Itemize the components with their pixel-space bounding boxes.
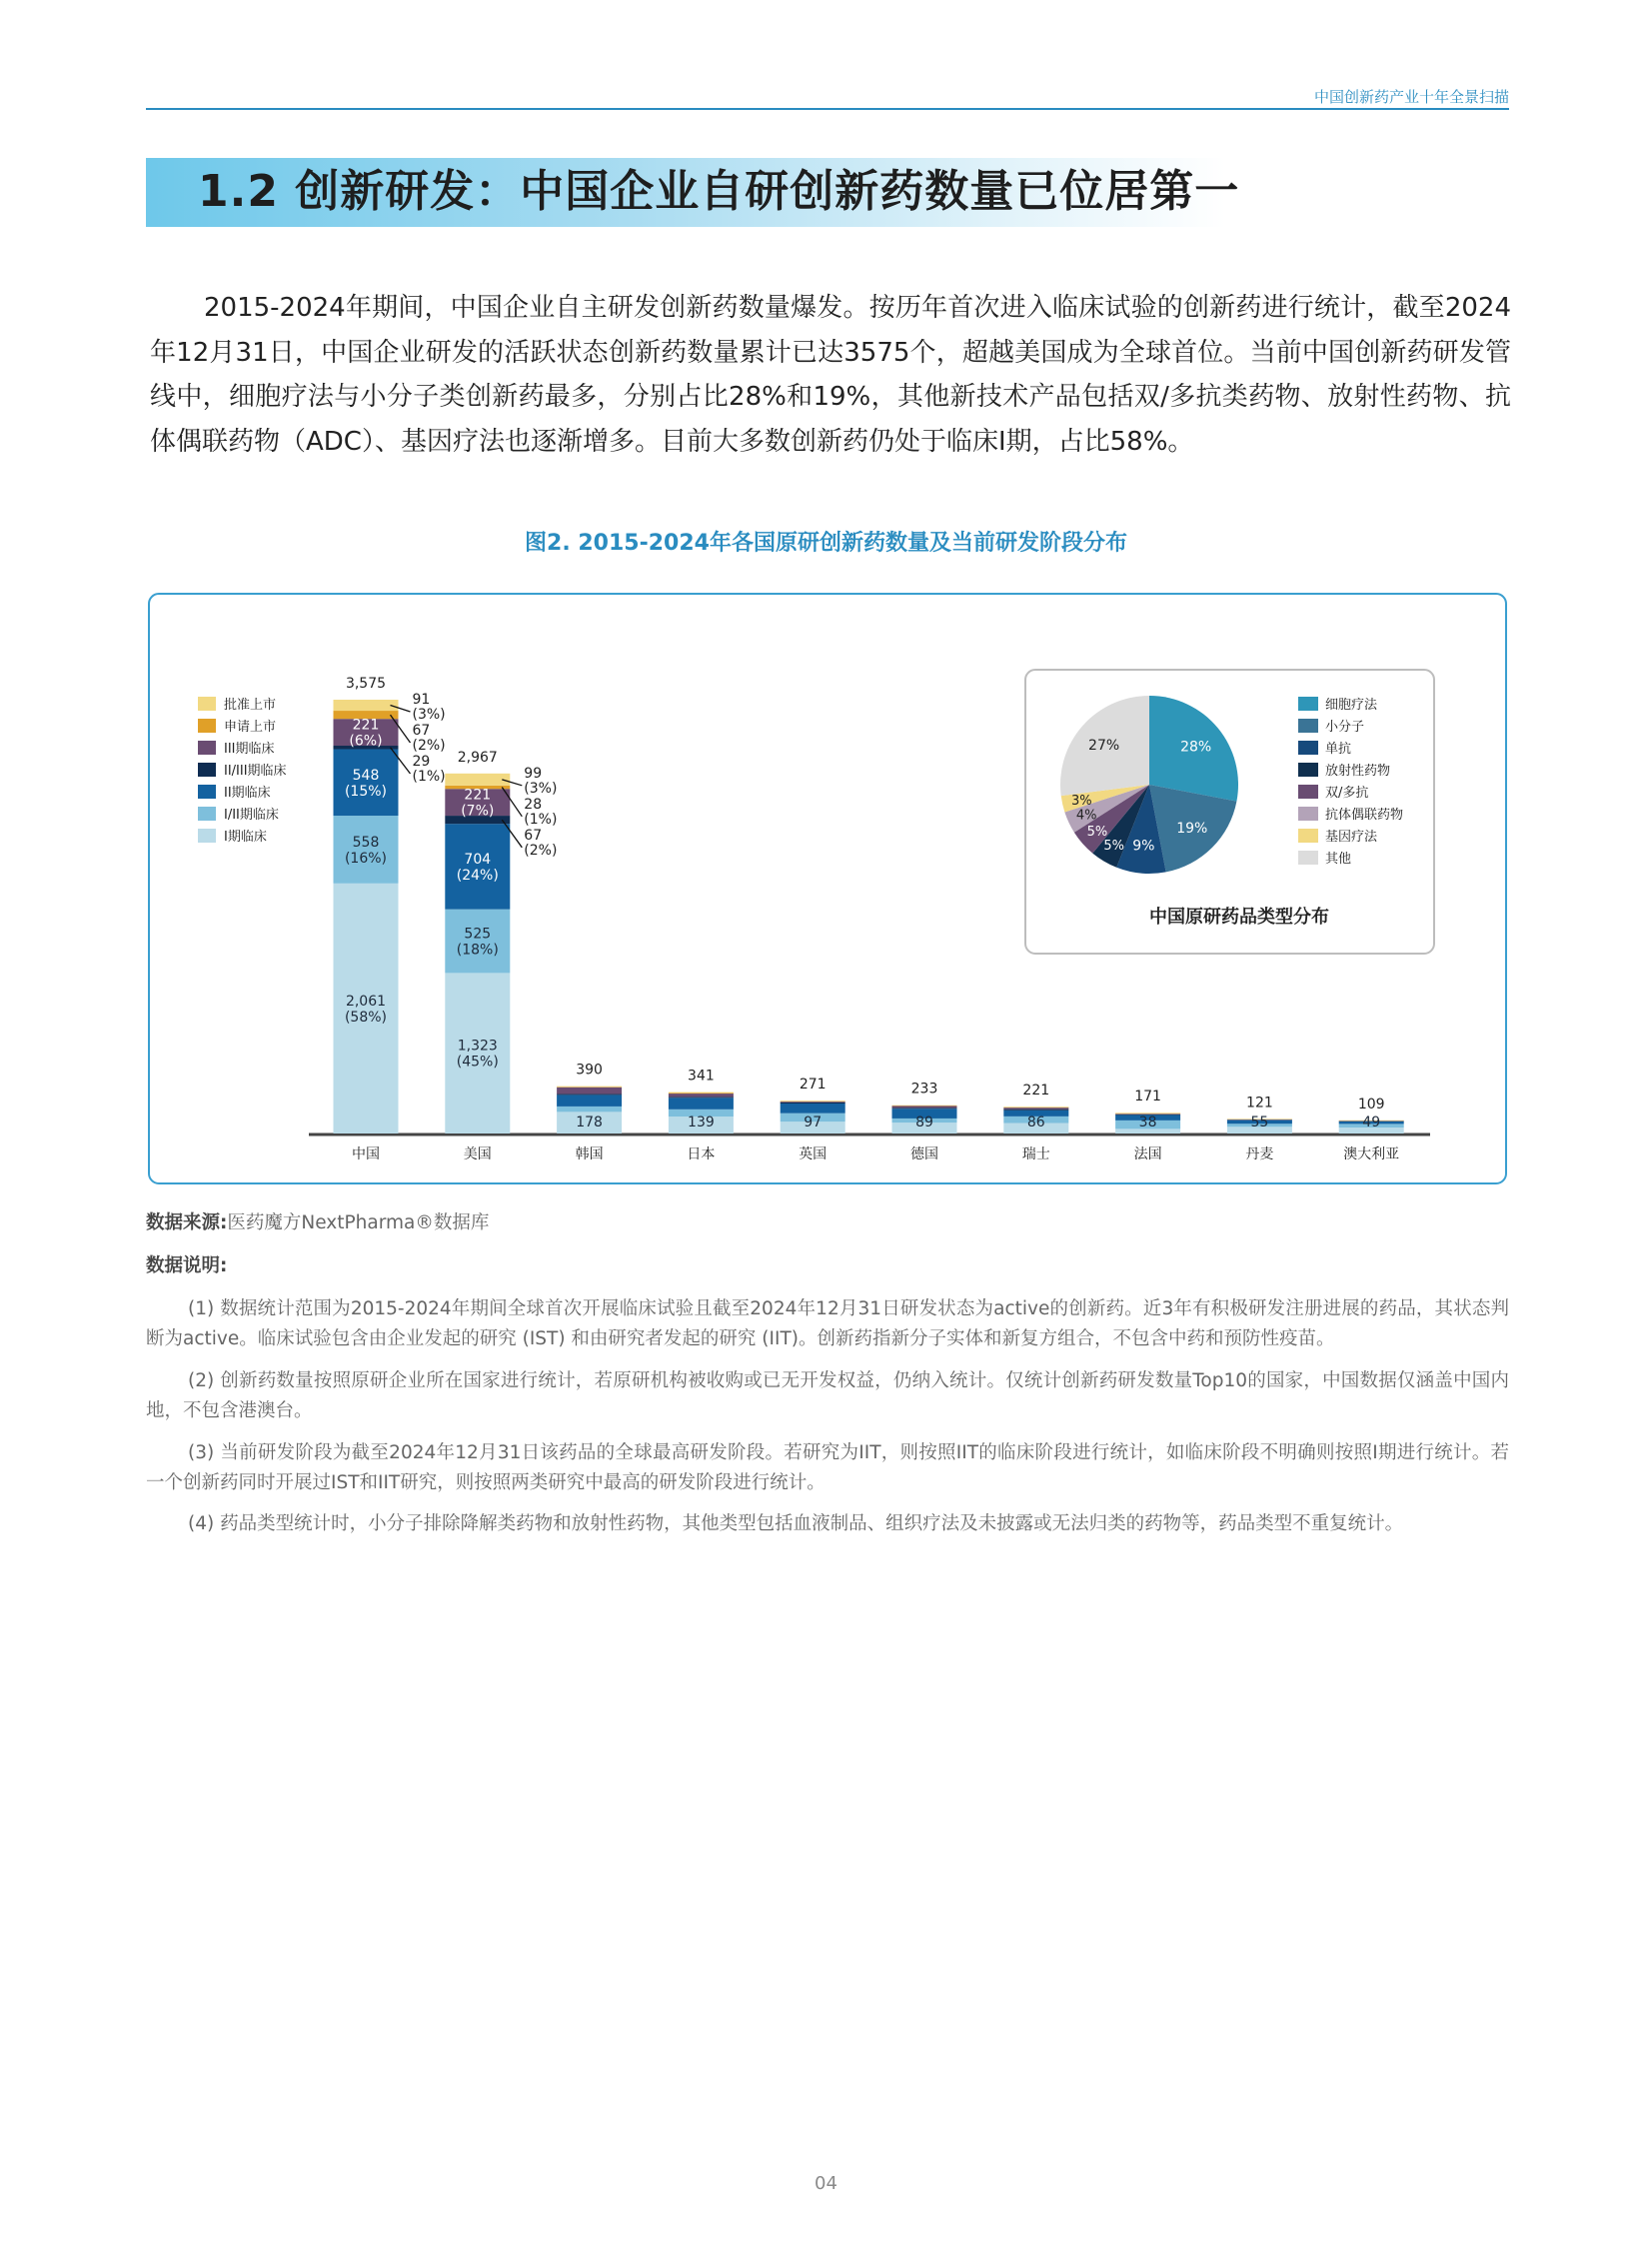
legend-label: I期临床 xyxy=(224,830,267,845)
legend-label: I/II期临床 xyxy=(224,808,279,823)
segment-value-label: 221 xyxy=(352,717,380,734)
segment-value-label: 55 xyxy=(1250,1115,1269,1130)
x-tick-label: 韩国 xyxy=(575,1146,604,1162)
data-source-label: 数据来源: xyxy=(146,1212,228,1233)
segment-value-label: 89 xyxy=(915,1115,933,1130)
segment-value-label: 49 xyxy=(1362,1115,1381,1130)
bar-segment xyxy=(781,1104,845,1114)
segment-value-label: 29 xyxy=(412,754,431,770)
segment-value-label: 139 xyxy=(688,1115,715,1130)
bar-segment xyxy=(669,1093,734,1094)
legend-swatch xyxy=(198,741,216,755)
pie-legend-swatch xyxy=(1298,719,1318,733)
legend-label: 申请上市 xyxy=(224,720,277,735)
legend-swatch xyxy=(198,807,216,821)
x-tick-label: 中国 xyxy=(352,1146,380,1162)
bar-segment xyxy=(669,1098,734,1110)
pie-slice-label: 27% xyxy=(1088,737,1120,754)
bar-segment xyxy=(557,1094,622,1095)
legend-swatch xyxy=(198,829,216,843)
bar-segment xyxy=(669,1094,734,1097)
note-4: (4) 药品类型统计时，小分子排除降解类药物和放射性药物，其他类型包括血液制品、组织疗法及未披露或无法归类的药物等，药品类型不重复统计。 xyxy=(188,1513,1404,1534)
note-3: (3) 当前研发阶段为截至2024年12月31日该药品的全球最高研发阶段。若研究为IIT，则按照IIT的临床阶段进行统计，如临床阶段不明确则按照I期进行统计。若一个创新药同时开展过IST和IIT研究，则按照两类研究中最高的研发阶段进行统计。 xyxy=(146,1442,1509,1493)
x-tick-label: 英国 xyxy=(799,1146,827,1162)
segment-value-label: 221 xyxy=(464,787,492,804)
x-tick-label: 美国 xyxy=(463,1146,492,1162)
bar-segment xyxy=(781,1102,845,1103)
segment-value-label: 67 xyxy=(524,827,543,844)
bar-total-label: 171 xyxy=(1134,1089,1161,1106)
segment-value-label: 704 xyxy=(464,851,492,868)
data-source-text: 医药魔方NextPharma®数据库 xyxy=(227,1212,490,1233)
segment-value-label: 1,323 xyxy=(457,1038,498,1055)
pie-slice-label: 19% xyxy=(1176,820,1208,837)
note-1: (1) 数据统计范围为2015-2024年期间全球首次开展临床试验且截至2024年12月31日研发状态为active的创新药。近3年有积极研发注册进展的药品，其状态判断为active。临床试验包含由企业发起的研究 (IST) 和由研究者发起的研究 (IIT)。创新药指新分子实体和新复方组合，不包含中药和预防性疫苗。 xyxy=(146,1298,1509,1349)
segment-pct-label: (16%) xyxy=(344,850,388,867)
segment-pct-label: (58%) xyxy=(344,1009,388,1026)
pie-legend-label: 其他 xyxy=(1325,852,1352,867)
bar-total-label: 3,575 xyxy=(345,676,387,692)
bar-segment xyxy=(1003,1110,1068,1111)
bar-segment xyxy=(781,1101,845,1102)
pie-slice-label: 4% xyxy=(1075,808,1097,824)
bar-segment xyxy=(557,1088,622,1095)
segment-pct-label: (15%) xyxy=(344,783,388,800)
section-title: 1.2 创新研发：中国企业自研创新药数量已位居第一 xyxy=(198,166,1240,217)
data-explanation-label xyxy=(146,1251,1509,1281)
segment-pct-label: (6%) xyxy=(349,733,383,750)
bar-segment xyxy=(334,700,399,711)
bar-total-label: 121 xyxy=(1246,1095,1273,1112)
segment-pct-label: (1%) xyxy=(412,769,446,785)
segment-value-label: 558 xyxy=(352,834,380,851)
segment-pct-label: (1%) xyxy=(524,811,558,828)
pie-legend-label: 抗体偶联药物 xyxy=(1325,808,1404,823)
segment-value-label: 28 xyxy=(524,796,543,813)
figure-caption: 图2. 2015-2024年各国原研创新药数量及当前研发阶段分布 xyxy=(525,531,1127,556)
segment-pct-label: (18%) xyxy=(456,942,499,959)
bar-segment xyxy=(669,1093,734,1094)
segment-value-label: 178 xyxy=(576,1115,603,1130)
running-header: 中国创新药产业十年全景扫描 xyxy=(1313,88,1509,106)
x-tick-label: 瑞士 xyxy=(1021,1146,1050,1162)
legend-label: 批准上市 xyxy=(224,698,277,713)
segment-pct-label: (3%) xyxy=(524,780,558,797)
pie-slice-label: 28% xyxy=(1180,739,1212,756)
pie-legend-label: 基因疗法 xyxy=(1325,830,1378,845)
segment-pct-label: (3%) xyxy=(412,707,446,723)
segment-pct-label: (45%) xyxy=(456,1054,499,1071)
segment-value-label: 99 xyxy=(524,765,543,782)
x-tick-label: 日本 xyxy=(687,1146,716,1162)
pie-legend-swatch xyxy=(1298,785,1318,799)
explain-label: 数据说明: xyxy=(146,1255,228,1276)
legend-label: III期临床 xyxy=(224,742,275,757)
pie-legend-label: 细胞疗法 xyxy=(1325,698,1378,713)
figure-chart xyxy=(148,593,1507,1184)
segment-pct-label: (2%) xyxy=(524,842,558,859)
legend-swatch xyxy=(198,763,216,777)
bar-segment xyxy=(445,774,510,786)
pie-legend-label: 单抗 xyxy=(1325,742,1352,757)
pie-legend-label: 小分子 xyxy=(1325,720,1365,735)
pie-slice-label: 3% xyxy=(1070,794,1092,810)
pie-slice-label: 5% xyxy=(1086,824,1108,840)
pie-legend-swatch xyxy=(1298,851,1318,865)
segment-value-label: 38 xyxy=(1138,1115,1157,1130)
bar-segment xyxy=(557,1107,622,1112)
bar-segment xyxy=(1003,1107,1068,1108)
data-source xyxy=(146,1208,1509,1238)
x-tick-label: 丹麦 xyxy=(1245,1146,1274,1162)
segment-value-label: 67 xyxy=(412,723,431,739)
segment-value-label: 525 xyxy=(464,926,492,943)
segment-value-label: 2,061 xyxy=(345,993,387,1010)
x-tick-label: 德国 xyxy=(910,1146,938,1162)
pie-title: 中国原研药品类型分布 xyxy=(1149,907,1329,928)
legend-swatch xyxy=(198,697,216,711)
x-tick-label: 法国 xyxy=(1133,1146,1162,1162)
pie-slice-label: 5% xyxy=(1103,838,1124,854)
pie-legend-label: 双/多抗 xyxy=(1325,786,1369,801)
bar-segment xyxy=(892,1106,957,1108)
bar-segment xyxy=(1003,1108,1068,1109)
segment-pct-label: (7%) xyxy=(461,803,495,820)
bar-total-label: 233 xyxy=(910,1081,938,1098)
bar-total-label: 221 xyxy=(1022,1083,1050,1100)
bar-segment xyxy=(557,1095,622,1107)
header-rule xyxy=(146,108,1509,110)
pie-legend-swatch xyxy=(1298,697,1318,711)
note-2: (2) 创新药数量按照原研企业所在国家进行统计，若原研机构被收购或已无开发权益，仍纳入统计。仅统计创新药研发数量Top10的国家，中国数据仅涵盖中国内地，不包含港澳台。 xyxy=(146,1370,1509,1421)
legend-swatch xyxy=(198,719,216,733)
bar-total-label: 390 xyxy=(576,1062,603,1079)
pie-legend-label: 放射性药物 xyxy=(1325,764,1391,779)
legend-swatch xyxy=(198,785,216,799)
pie-slice-label: 9% xyxy=(1132,838,1155,855)
bar-total-label: 341 xyxy=(688,1068,715,1085)
bar-segment xyxy=(557,1087,622,1088)
segment-value-label: 86 xyxy=(1026,1115,1045,1130)
segment-value-label: 91 xyxy=(412,692,431,708)
pie-legend-swatch xyxy=(1298,741,1318,755)
bar-total-label: 271 xyxy=(799,1077,826,1094)
x-tick-label: 澳大利亚 xyxy=(1343,1146,1400,1162)
segment-value-label: 548 xyxy=(352,767,380,784)
page-number: 04 xyxy=(815,2173,837,2194)
bar-total-label: 109 xyxy=(1357,1096,1385,1113)
segment-value-label: 97 xyxy=(804,1115,823,1130)
pie-legend-swatch xyxy=(1298,763,1318,777)
legend-label: II/III期临床 xyxy=(224,764,287,779)
bar-total-label: 2,967 xyxy=(457,749,498,766)
segment-pct-label: (2%) xyxy=(412,738,446,754)
intro-paragraph: 2015-2024年期间，中国企业自主研发创新药数量爆发。按历年首次进入临床试验的创新药进行统计，截至2024年12月31日，中国企业研发的活跃状态创新药数量累计已达3575个，超越美国成为全球首位。当前中国创新药研发管线中，细胞疗法与小分子类创新药最多，分别占比28%和19%，其他新技术产品包括双/多抗类药物、放射性药物、抗体偶联药物（ADC）、基因疗法也逐渐增多。目前大多数创新药仍处于临床I期，占比58%。 xyxy=(150,293,1511,457)
bar-segment xyxy=(669,1097,734,1098)
bar-segment xyxy=(781,1103,845,1104)
bar-segment xyxy=(892,1108,957,1109)
pie-legend-swatch xyxy=(1298,829,1318,843)
bar-segment xyxy=(1115,1113,1180,1114)
segment-pct-label: (24%) xyxy=(456,867,499,884)
pie-legend-swatch xyxy=(1298,807,1318,821)
legend-label: II期临床 xyxy=(224,786,271,801)
